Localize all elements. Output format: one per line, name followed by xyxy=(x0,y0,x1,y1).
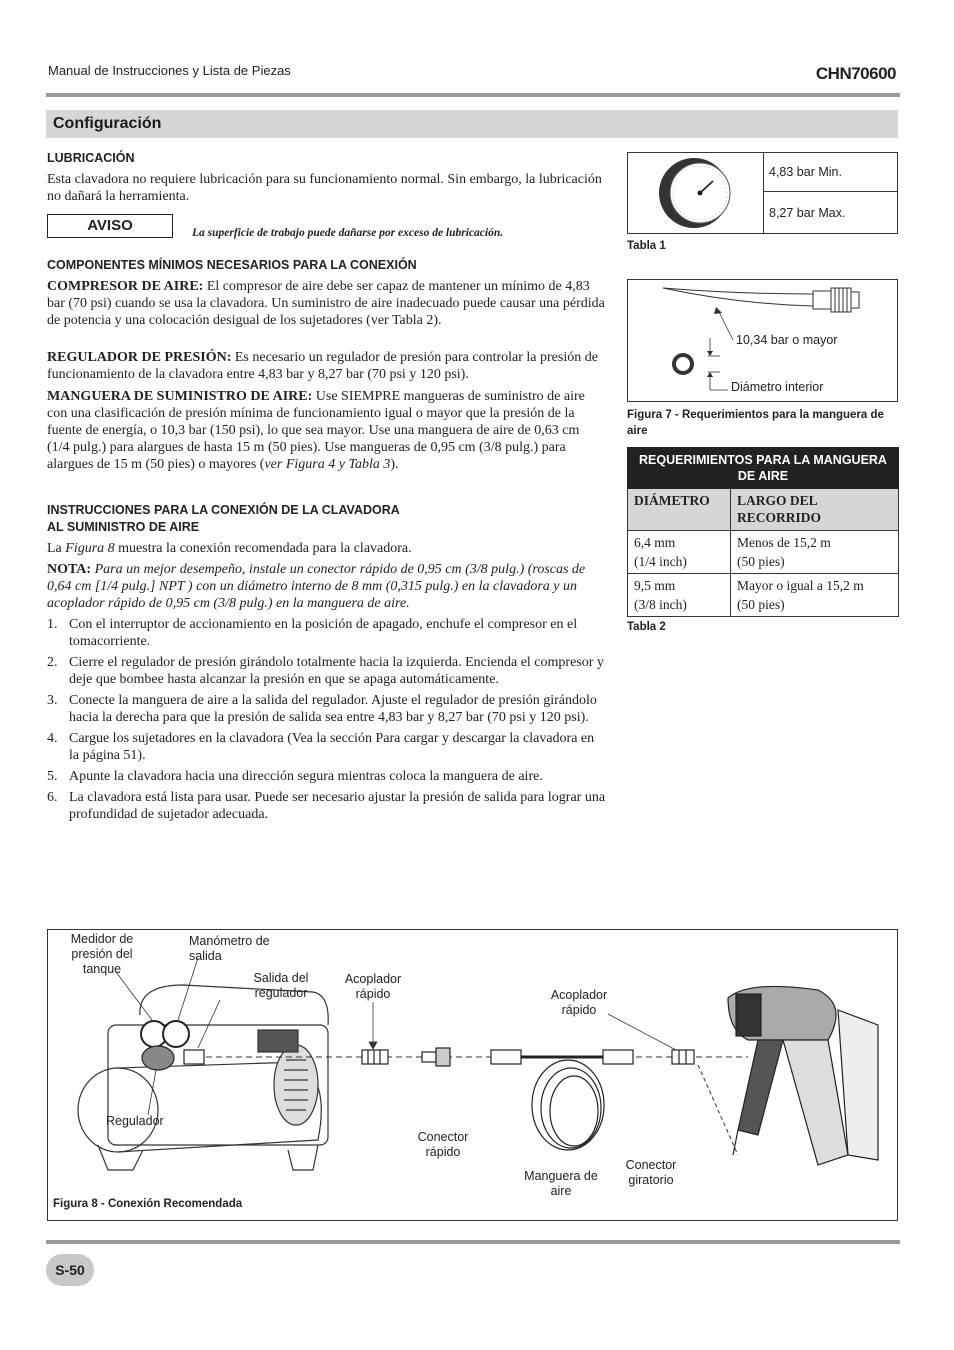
cell-line: Menos de 15,2 m xyxy=(737,535,831,550)
nota-paragraph xyxy=(47,561,605,612)
tabla1-divider xyxy=(763,191,897,192)
cell-line: (50 pies) xyxy=(737,597,785,612)
label-regulador: Regulador xyxy=(106,1114,164,1128)
manguera-end: ). xyxy=(390,457,399,472)
figura7 xyxy=(627,279,898,402)
instrucciones-heading xyxy=(47,502,400,536)
instrucciones-heading-line1: INSTRUCCIONES PARA LA CONEXIÓN DE LA CLAVADORA xyxy=(47,503,400,517)
cell-line: (1/4 inch) xyxy=(634,554,687,569)
step-item xyxy=(47,730,607,764)
step-text: La clavadora está lista para usar. Puede ser necesario ajustar la presión de salida para lograr una profundidad de sujetador adecuada. xyxy=(69,790,606,822)
pressure-gauge-cell xyxy=(628,153,764,233)
tabla2-col-largo: LARGO DEL RECORRIDO xyxy=(731,489,899,531)
tabla1-max: 8,27 bar Max. xyxy=(769,206,846,220)
steps-list xyxy=(47,616,607,827)
tabla2-title: REQUERIMIENTOS PARA LA MANGUERA DE AIRE xyxy=(628,448,899,489)
step-item xyxy=(47,692,607,726)
regulador-paragraph xyxy=(47,349,605,383)
componentes-heading: COMPONENTES MÍNIMOS NECESARIOS PARA LA CONEXIÓN xyxy=(47,258,417,272)
step-text: Cargue los sujetadores en la clavadora (Vea la sección Para cargar y descargar la clavadora en la página 51). xyxy=(69,731,595,763)
step-number: 5. xyxy=(47,769,58,784)
compressor-illustration xyxy=(78,985,328,1170)
regulator-knob-icon xyxy=(142,1046,174,1070)
tabla1-min: 4,83 bar Min. xyxy=(769,165,842,179)
section-bar xyxy=(46,110,898,138)
cell-line: (50 pies) xyxy=(737,554,785,569)
pressure-gauge-icon xyxy=(628,153,763,233)
cell-line: 9,5 mm xyxy=(634,578,676,593)
connection-diagram xyxy=(48,930,897,1220)
step-number: 3. xyxy=(47,693,58,708)
regulador-lead: REGULADOR DE PRESIÓN: xyxy=(47,350,232,365)
manguera-lead: MANGUERA DE SUMINISTRO DE AIRE: xyxy=(47,389,313,404)
tabla2-col-diametro: DIÁMETRO xyxy=(628,489,731,531)
table-cell xyxy=(628,574,731,617)
tabla2 xyxy=(627,447,899,617)
tabla2-caption: Tabla 2 xyxy=(627,621,666,633)
table-cell xyxy=(628,531,731,574)
table-cell xyxy=(731,531,899,574)
aviso-text: La superficie de trabajo puede dañarse por exceso de lubricación. xyxy=(192,227,504,239)
air-hose-icon xyxy=(491,1050,633,1150)
outlet-gauge-icon xyxy=(163,1021,189,1047)
step-number: 4. xyxy=(47,731,58,746)
lubricacion-text: Esta clavadora no requiere lubricación para su funcionamiento normal. Sin embargo, la lubricación no dañará la herramienta. xyxy=(47,172,602,204)
aviso-badge: AVISO xyxy=(47,214,173,238)
table-row xyxy=(628,531,899,574)
intro-ref: Figura 8 xyxy=(65,541,115,556)
label-acoplador-1: Acoplador rápido xyxy=(344,972,402,1001)
tabla1-caption: Tabla 1 xyxy=(627,240,666,252)
cell-line: (3/8 inch) xyxy=(634,597,687,612)
step-item xyxy=(47,654,607,688)
nailer-illustration xyxy=(728,986,878,1165)
label-manguera: Manguera de aire xyxy=(524,1169,598,1198)
regulator-outlet-icon xyxy=(184,1050,204,1064)
intro-post: muestra la conexión recomendada para la clavadora. xyxy=(114,541,412,556)
section-title: Configuración xyxy=(53,115,162,132)
cell-line: Mayor o igual a 15,2 m xyxy=(737,578,864,593)
manguera-text: Use SIEMPRE mangueras de suministro de aire con una clasificación de presión mínima de funcionamiento igual o mayor que la presión de la fuente de energía, o 10,3 bar (150 psi), lo que sea mayor. Use una manguera de aire de 0,63 cm (1/4 pulg.) para alargues de hasta 15 m (50 pies). Use mangueras de 0,95 cm (3/8 pulg.) para alargues de 15 m (50 pies) o mayores ( xyxy=(47,389,585,472)
table-row xyxy=(628,574,899,617)
table-cell xyxy=(731,574,899,617)
footer-rule xyxy=(46,1240,900,1244)
model-number: CHN70600 xyxy=(815,64,896,83)
step-number: 2. xyxy=(47,655,58,670)
hose-pressure-label: 10,34 bar o mayor xyxy=(736,333,838,347)
page-number: S-50 xyxy=(46,1254,94,1286)
swivel-connector-line xyxy=(698,1065,738,1155)
figura7-caption: Figura 7 - Requerimientos para la manguera de aire xyxy=(627,409,884,437)
step-text: Conecte la manguera de aire a la salida del regulador. Ajuste el regulador de presión girándolo hacia la derecha para que la presión de salida sea entre 4,83 bar y 8,27 bar (70 psi y 120 psi). xyxy=(69,693,597,725)
step-text: Cierre el regulador de presión girándolo totalmente hacia la izquierda. Encienda el compresor y deje que bombee hasta alcanzar la presión en que se apaga automáticamente. xyxy=(69,655,604,687)
figura8 xyxy=(47,929,898,1221)
cell-line: 6,4 mm xyxy=(634,535,676,550)
instrucciones-heading-line2: AL SUMINISTRO DE AIRE xyxy=(47,520,200,534)
label-giratorio: Conector giratorio xyxy=(625,1158,677,1187)
compresor-text: El compresor de aire debe ser capaz de mantener un mínimo de 4,83 bar (70 psi) cuando se usa la clavadora. Un suministro de aire inadecuado puede causar una pérdida de potencia y una colocación desigual de los sujetadores (ver Tabla 2). xyxy=(47,279,605,328)
step-item xyxy=(47,789,607,823)
quick-connector-icon xyxy=(422,1048,450,1066)
compresor-paragraph xyxy=(47,278,605,329)
coupler-2-icon xyxy=(672,1050,694,1064)
header-rule xyxy=(46,93,900,97)
step-item xyxy=(47,768,607,785)
step-number: 1. xyxy=(47,617,58,632)
nota-text: Para un mejor desempeño, instale un conector rápido de 0,95 cm (3/8 pulg.) (roscas de 0,64 cm [1/4 pulg.] NPT ) con un diámetro interno de 8 mm (0,315 pulg.) en la clavadora y un acoplador rápido de 0,95 cm (3/8 pulg.) en la manguera de aire. xyxy=(47,562,586,611)
coupler-1-icon xyxy=(362,1050,388,1064)
tabla1 xyxy=(627,152,898,234)
manguera-ref: ver Figura 4 y Tabla 3 xyxy=(264,457,391,472)
step-text: Con el interruptor de accionamiento en la posición de apagado, enchufe el compresor en el tomacorriente. xyxy=(69,617,578,649)
step-number: 6. xyxy=(47,790,58,805)
lubricacion-heading: LUBRICACIÓN xyxy=(47,151,135,165)
manguera-paragraph xyxy=(47,388,605,473)
compresor-lead: COMPRESOR DE AIRE: xyxy=(47,279,204,294)
instrucciones-intro xyxy=(47,540,605,557)
figura8-caption: Figura 8 - Conexión Recomendada xyxy=(53,1198,243,1210)
regulador-text: Es necesario un regulador de presión para controlar la presión de funcionamiento de la clavadora entre 4,83 bar y 8,27 bar (70 psi y 120 psi). xyxy=(47,350,598,382)
intro-pre: La xyxy=(47,541,66,556)
hose-diameter-label: Diámetro interior xyxy=(731,380,824,394)
label-manometro: Manómetro de salida xyxy=(189,934,270,963)
nota-lead: NOTA: xyxy=(47,562,92,577)
label-medidor: Medidor de presión del tanque xyxy=(70,932,134,976)
manual-title: Manual de Instrucciones y Lista de Piezas xyxy=(48,63,291,78)
label-salida: Salida del regulador xyxy=(253,971,309,1000)
label-conector: Conector rápido xyxy=(417,1130,469,1159)
step-text: Apunte la clavadora hacia una dirección segura mientras coloca la manguera de aire. xyxy=(69,769,543,784)
step-item xyxy=(47,616,607,650)
label-acoplador-2: Acoplador rápido xyxy=(550,988,608,1017)
